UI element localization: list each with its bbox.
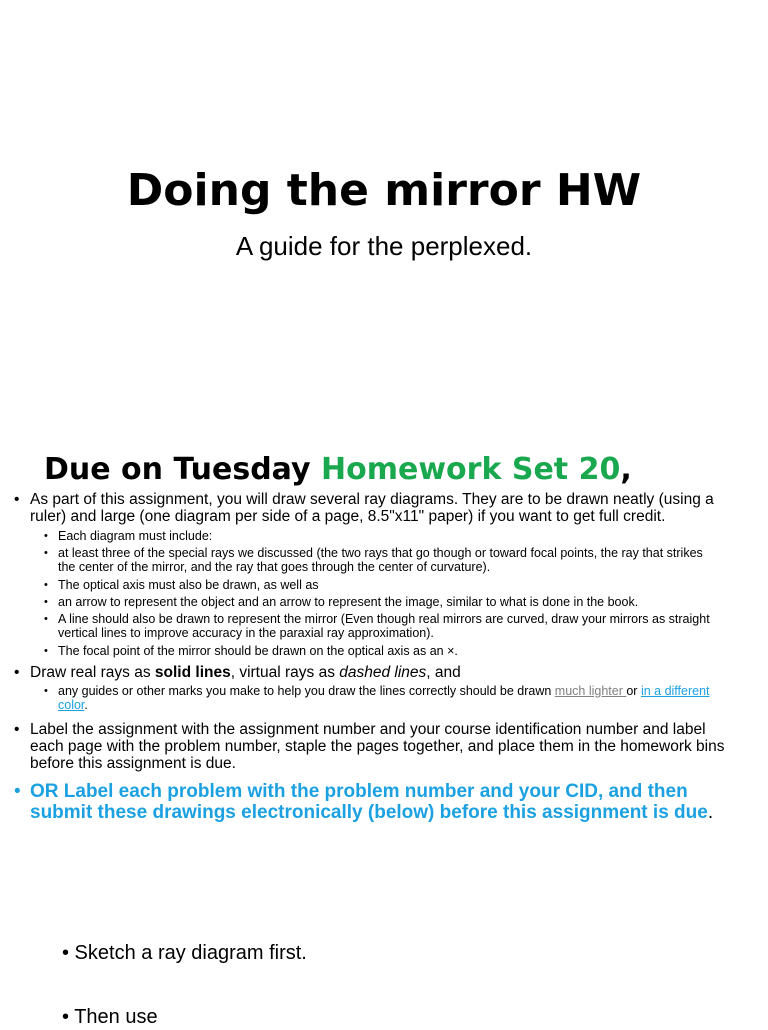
line-style-text: , virtual rays as	[230, 664, 340, 681]
slide-subtitle: A guide for the perplexed.	[235, 231, 533, 261]
instruction-ray-line-styles	[0, 664, 768, 681]
instruction-ray-diagrams: • As part of this assignment, you will draw several ray diagrams. They are to be drawn neatly (using a ruler) and large (one diagram per side of a page, 8.5"x11" paper) if you want to get full credit.	[0, 491, 768, 525]
electronic-submission-text: OR Label each problem with the problem number and your CID, and then submit these drawings electronically (below) before this assignment is due	[30, 781, 708, 823]
sub-item-special-rays: • at least three of the special rays we discussed (the two rays that go though or toward focal points, the ray that strikes the center of the mirror, and the ray that goes through the center of curvature).	[0, 546, 768, 574]
slide-title: Doing the mirror HW	[126, 165, 642, 216]
instruction-electronic-submission	[0, 781, 768, 823]
electronic-submission-period: .	[707, 802, 714, 823]
sub-item-object-image-arrows: • an arrow to represent the object and an arrow to represent the image, similar to what is done in the book.	[0, 595, 768, 609]
guide-marks-text: any guides or other marks you make to help you draw the lines correctly should be drawn	[58, 684, 555, 698]
guide-marks-text: .	[84, 698, 88, 712]
line-style-text: , and	[426, 664, 461, 681]
due-heading-prefix: Due on Tuesday	[44, 452, 321, 487]
guide-marks-text: or	[626, 684, 641, 698]
homework-set-label: Homework Set 20	[321, 452, 621, 487]
sub-item-diagram-must-include: • Each diagram must include:	[0, 529, 768, 543]
solid-lines-text: solid lines	[154, 664, 231, 681]
assignment-instructions	[0, 491, 768, 823]
different-color-link[interactable]: in a different color	[58, 684, 710, 712]
step-sketch-ray-diagram: • Sketch a ray diagram first.	[62, 942, 307, 964]
instruction-label-and-staple: • Label the assignment with the assignment number and your course identification number and label each page with the problem number, staple the pages together, and place them in the homework bins before this assignment is due.	[0, 721, 768, 772]
sub-item-guide-marks	[0, 684, 768, 712]
much-lighter-link[interactable]: much lighter	[554, 684, 627, 698]
due-heading-suffix: ,	[620, 452, 632, 487]
step-then-use: • Then use	[62, 1006, 158, 1028]
dashed-lines-text: dashed lines	[339, 664, 427, 681]
sub-item-focal-point: • The focal point of the mirror should be drawn on the optical axis as an ×.	[0, 644, 768, 658]
due-heading	[44, 450, 632, 490]
sub-item-mirror-line: • A line should also be drawn to represent the mirror (Even though real mirrors are curved, draw your mirrors as straight vertical lines to improve accuracy in the paraxial ray approximation).	[0, 612, 768, 640]
line-style-text: Draw real rays as	[30, 664, 155, 681]
sub-item-optical-axis: • The optical axis must also be drawn, as well as	[0, 578, 768, 592]
